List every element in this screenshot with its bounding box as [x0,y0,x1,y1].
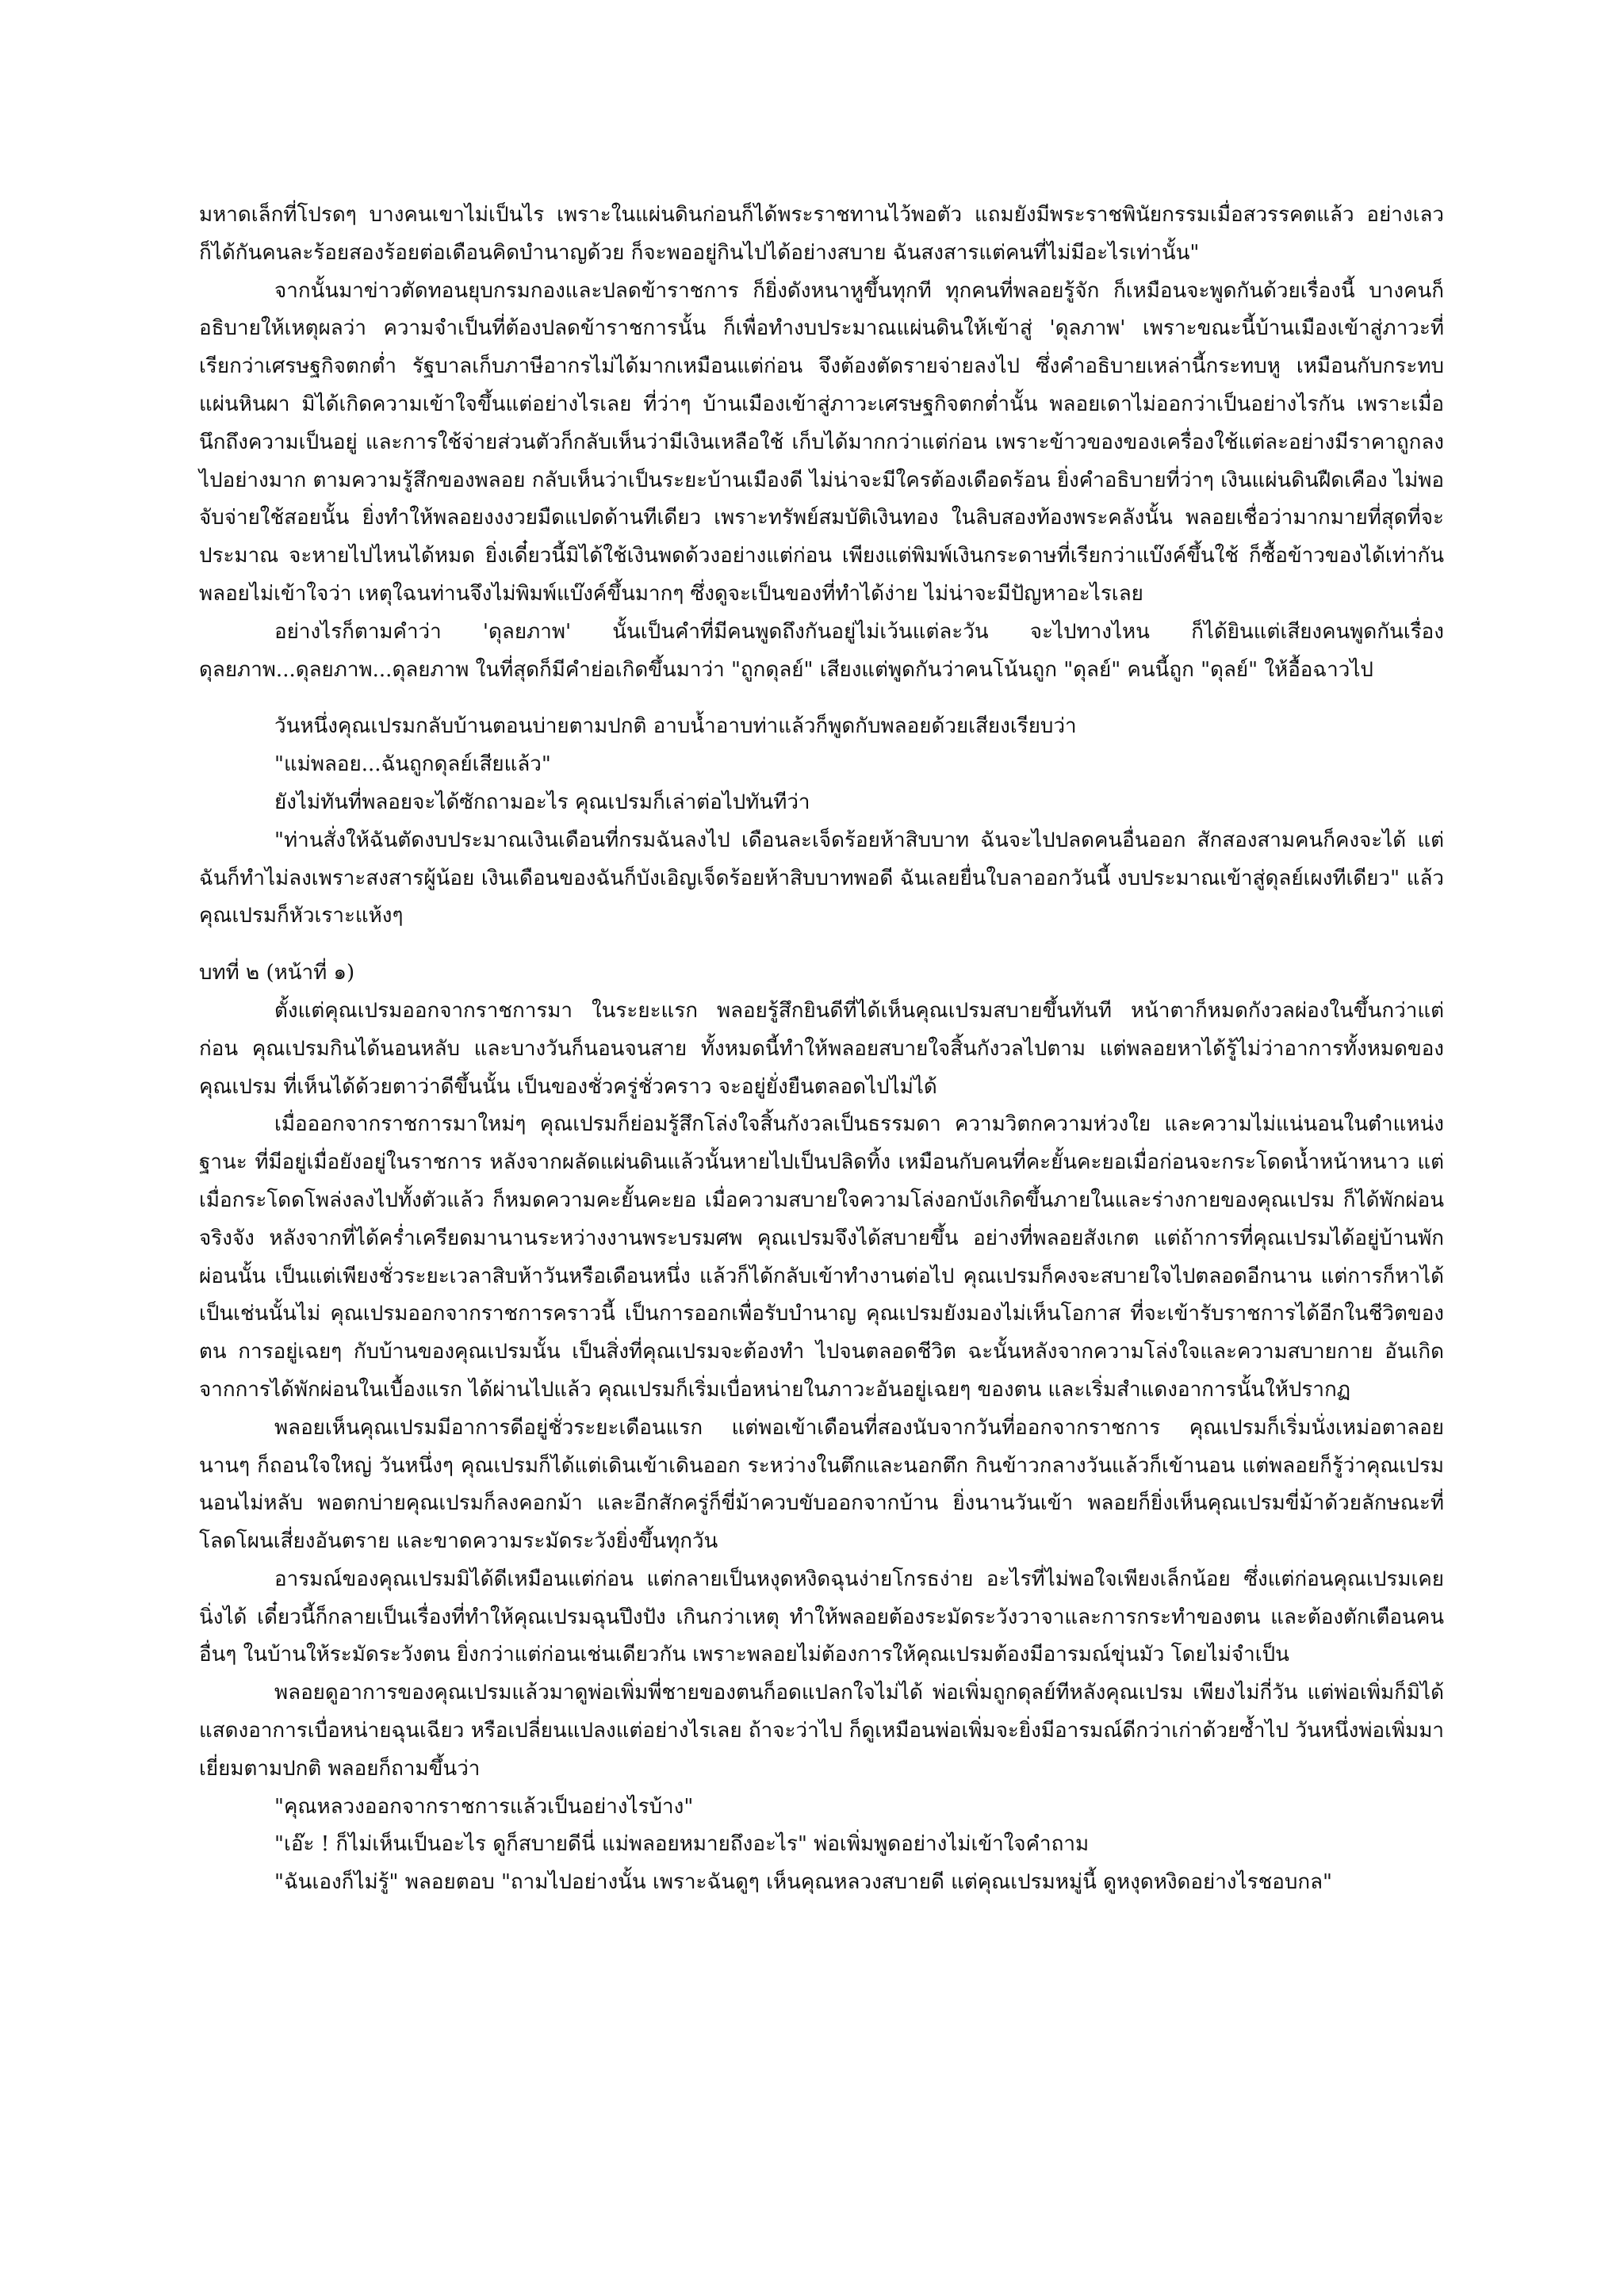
dialogue-line: "ท่านสั่งให้ฉันตัดงบประมาณเงินเดือนที่กรมฉันลงไป เดือนละเจ็ดร้อยห้าสิบบาท ฉันจะไปปลดคนอื่นออก สักสองสามคนก็คงจะได้ แต่ฉันก็ทำไม่ลงเพราะสงสารผู้น้อย เงินเดือนของฉันก็บังเอิญเจ็ดร้อยห้าสิบบาทพอดี ฉันเลยยื่นใบลาออกวันนี้ งบประมาณเข้าสู่ดุลย์เผงทีเดียว" แล้วคุณเปรมก็หัวเราะแห้งๆ [199,828,1444,928]
paragraph: อย่างไรก็ตามคำว่า 'ดุลยภาพ' นั้นเป็นคำที่มีคนพูดถึงกันอยู่ไม่เว้นแต่ละวัน จะไปทางไหน ก็ได้ยินแต่เสียงคนพูดกันเรื่องดุลยภาพ...ดุลยภาพ...ดุลยภาพ ในที่สุดก็มีคำย่อเกิดขึ้นมาว่า "ถูกดุลย์" เสียงแต่พูดกันว่าคนโน้นถูก "ดุลย์" คนนี้ถูก "ดุลย์" ให้อื้อฉาวไป [199,619,1444,682]
paragraph: อารมณ์ของคุณเปรมมิได้ดีเหมือนแต่ก่อน แต่กลายเป็นหงุดหงิดฉุนง่ายโกรธง่าย อะไรที่ไม่พอใจเพียงเล็กน้อย ซึ่งแต่ก่อนคุณเปรมเคยนิ่งได้ เดี๋ยวนี้ก็กลายเป็นเรื่องที่ทำให้คุณเปรมฉุนปึงปัง เกินกว่าเหตุ ทำให้พลอยต้องระมัดระวังวาจาและการกระทำของตน และต้องตักเตือนคนอื่นๆ ในบ้านให้ระมัดระวังตน ยิ่งกว่าแต่ก่อนเช่นเดียวกัน เพราะพลอยไม่ต้องการให้คุณเปรมต้องมีอารมณ์ขุ่นมัว โดยไม่จำเป็น [199,1567,1444,1667]
paragraph: เมื่อออกจากราชการมาใหม่ๆ คุณเปรมก็ย่อมรู้สึกโล่งใจสิ้นกังวลเป็นธรรมดา ความวิตกความห่วงใย และความไม่แน่นอนในตำแหน่งฐานะ ที่มีอยู่เมื่อยังอยู่ในราชการ หลังจากผลัดแผ่นดินแล้วนั้นหายไปเป็นปลิดทิ้ง เหมือนกับคนที่คะยั้นคะยอเมื่อก่อนจะกระโดดน้ำหน้าหนาว แต่เมื่อกระโดดโพล่งลงไปทั้งตัวแล้ว ก็หมดความคะยั้นคะยอ เมื่อความสบายใจความโล่งอกบังเกิดขึ้นภายในและร่างกายของคุณเปรม ก็ได้พักผ่อนจริงจัง หลังจากที่ได้คร่ำเครียดมานานระหว่างงานพระบรมศพ คุณเปรมจึงได้สบายขึ้น อย่างที่พลอยสังเกต แต่ถ้าการที่คุณเปรมได้อยู่บ้านพักผ่อนนั้น เป็นแต่เพียงชั่วระยะเวลาสิบห้าวันหรือเดือนหนึ่ง แล้วก็ได้กลับเข้าทำงานต่อไป คุณเปรมก็คงจะสบายใจไปตลอดอีกนาน แต่การก็หาได้เป็นเช่นนั้นไม่ คุณเปรมออกจากราชการคราวนี้ เป็นการออกเพื่อรับบำนาญ คุณเปรมยังมองไม่เห็นโอกาส ที่จะเข้ารับราชการได้อีกในชีวิตของตน การอยู่เฉยๆ กับบ้านของคุณเปรมนั้น เป็นสิ่งที่คุณเปรมจะต้องทำ ไปจนตลอดชีวิต ฉะนั้นหลังจากความโล่งใจและความสบายกาย อันเกิดจากการได้พักผ่อนในเบื้องแรก ได้ผ่านไปแล้ว คุณเปรมก็เริ่มเบื่อหน่ายในภาวะอันอยู่เฉยๆ ของตน และเริ่มสำแดงอาการนั้นให้ปรากฏ [199,1112,1444,1402]
paragraph: พลอยเห็นคุณเปรมมีอาการดีอยู่ชั่วระยะเดือนแรก แต่พอเข้าเดือนที่สองนับจากวันที่ออกจากราชการ คุณเปรมก็เริ่มนั่งเหม่อตาลอย นานๆ ก็ถอนใจใหญ่ วันหนึ่งๆ คุณเปรมก็ได้แต่เดินเข้าเดินออก ระหว่างในตึกและนอกตึก กินข้าวกลางวันแล้วก็เข้านอน แต่พลอยก็รู้ว่าคุณเปรมนอนไม่หลับ พอตกบ่ายคุณเปรมก็ลงคอกม้า และอีกสักครู่ก็ขี่ม้าควบขับออกจากบ้าน ยิ่งนานวันเข้า พลอยก็ยิ่งเห็นคุณเปรมขี่ม้าด้วยลักษณะที่โลดโผนเสี่ยงอันตราย และขาดความระมัดระวังยิ่งขึ้นทุกวัน [199,1415,1444,1554]
document-page [199,197,1444,1902]
paragraph: วันหนึ่งคุณเปรมกลับบ้านตอนบ่ายตามปกติ อาบน้ำอาบท่าแล้วก็พูดกับพลอยด้วยเสียงเรียบว่า [274,714,1077,739]
dialogue-line: "คุณหลวงออกจากราชการแล้วเป็นอย่างไรบ้าง" [274,1794,694,1819]
paragraph: จากนั้นมาข่าวตัดทอนยุบกรมกองและปลดข้าราชการ ก็ยิ่งดังหนาหูขึ้นทุกที ทุกคนที่พลอยรู้จัก ก็เหมือนจะพูดกันด้วยเรื่องนี้ บางคนก็อธิบายให้เหตุผลว่า ความจำเป็นที่ต้องปลดข้าราชการนั้น ก็เพื่อทำงบประมาณแผ่นดินให้เข้าสู่ 'ดุลภาพ' เพราะขณะนี้บ้านเมืองเข้าสู่ภาวะที่เรียกว่าเศรษฐกิจตกต่ำ รัฐบาลเก็บภาษีอากรไม่ได้มากเหมือนแต่ก่อน จึงต้องตัดรายจ่ายลงไป ซึ่งคำอธิบายเหล่านี้กระทบหู เหมือนกับกระทบแผ่นหินผา มิได้เกิดความเข้าใจขึ้นแต่อย่างไรเลย ที่ว่าๆ บ้านเมืองเข้าสู่ภาวะเศรษฐกิจตกต่ำนั้น พลอยเดาไม่ออกว่าเป็นอย่างไรกัน เพราะเมื่อนึกถึงความเป็นอยู่ และการใช้จ่ายส่วนตัวก็กลับเห็นว่ามีเงินเหลือใช้ เก็บได้มากกว่าแต่ก่อน เพราะข้าวของของเครื่องใช้แต่ละอย่างมีราคาถูกลงไปอย่างมาก ตามความรู้สึกของพลอย กลับเห็นว่าเป็นระยะบ้านเมืองดี ไม่น่าจะมีใครต้องเดือดร้อน ยิ่งคำอธิบายที่ว่าๆ เงินแผ่นดินฝืดเคือง ไม่พอจับจ่ายใช้สอยนั้น ยิ่งทำให้พลอยงงงวยมืดแปดด้านทีเดียว เพราะทรัพย์สมบัติเงินทอง ในลิบสองท้องพระคลังนั้น พลอยเชื่อว่ามากมายที่สุดที่จะประมาณ จะหายไปไหนได้หมด ยิ่งเดี๋ยวนี้มิได้ใช้เงินพดด้วงอย่างแต่ก่อน เพียงแต่พิมพ์เงินกระดาษที่เรียกว่าแบ๊งค์ขึ้นใช้ ก็ซื้อข้าวของได้เท่ากัน พลอยไม่เข้าใจว่า เหตุใฉนท่านจึงไม่พิมพ์แบ๊งค์ขึ้นมากๆ ซึ่งดูจะเป็นของที่ทำได้ง่าย ไม่น่าจะมีปัญหาอะไรเลย [199,278,1444,606]
dialogue-line: "ฉันเองก็ไม่รู้" พลอยตอบ "ถามไปอย่างนั้น เพราะฉันดูๆ เห็นคุณหลวงสบายดี แต่คุณเปรมหมู่นี้ ดูหงุดหงิดอย่างไรชอบกล" [274,1870,1333,1895]
chapter-heading: บทที่ ๒ (หน้าที่ ๑) [199,961,355,985]
paragraph: พลอยดูอาการของคุณเปรมแล้วมาดูพ่อเพิ่มพี่ชายของตนก็อดแปลกใจไม่ได้ พ่อเพิ่มถูกดุลย์ทีหลังคุณเปรม เพียงไม่กี่วัน แต่พ่อเพิ่มก็มิได้แสดงอาการเบื่อหน่ายฉุนเฉียว หรือเปลี่ยนแปลงแต่อย่างไรเลย ถ้าจะว่าไป ก็ดูเหมือนพ่อเพิ่มจะยิ่งมีอารมณ์ดีกว่าเก่าด้วยซ้ำไป วันหนึ่งพ่อเพิ่มมาเยี่ยมตามปกติ พลอยก็ถามขึ้นว่า [199,1681,1444,1781]
paragraph: ตั้งแต่คุณเปรมออกจากราชการมา ในระยะแรก พลอยรู้สึกยินดีที่ได้เห็นคุณเปรมสบายขึ้นทันที หน้าตาก็หมดกังวลผ่องในขึ้นกว่าแต่ก่อน คุณเปรมกินได้นอนหลับ และบางวันก็นอนจนสาย ทั้งหมดนี้ทำให้พลอยสบายใจสิ้นกังวลไปตาม แต่พลอยหาได้รู้ไม่ว่าอาการทั้งหมดของคุณเปรม ที่เห็นได้ด้วยตาว่าดีขึ้นนั้น เป็นของชั่วครู่ชั่วคราว จะอยู่ยั่งยืนตลอดไปไม่ได้ [199,998,1444,1099]
paragraph: มหาดเล็กที่โปรดๆ บางคนเขาไม่เป็นไร เพราะในแผ่นดินก่อนก็ได้พระราชทานไว้พอตัว แถมยังมีพระราชพินัยกรรมเมื่อสวรรคตแล้ว อย่างเลวก็ได้กันคนละร้อยสองร้อยต่อเดือนคิดบำนาญด้วย ก็จะพออยู่กินไปได้อย่างสบาย ฉันสงสารแต่คนที่ไม่มีอะไรเท่านั้น" [199,203,1444,265]
dialogue-line: "แม่พลอย...ฉันถูกดุลย์เสียแล้ว" [274,752,551,777]
dialogue-line: "เอ๊ะ ! ก็ไม่เห็นเป็นอะไร ดูก็สบายดีนี่ แม่พลอยหมายถึงอะไร" พ่อเพิ่มพูดอย่างไม่เข้าใจคำถาม [274,1832,1090,1857]
paragraph: ยังไม่ทันที่พลอยจะได้ซักถามอะไร คุณเปรมก็เล่าต่อไปทันทีว่า [274,790,810,814]
